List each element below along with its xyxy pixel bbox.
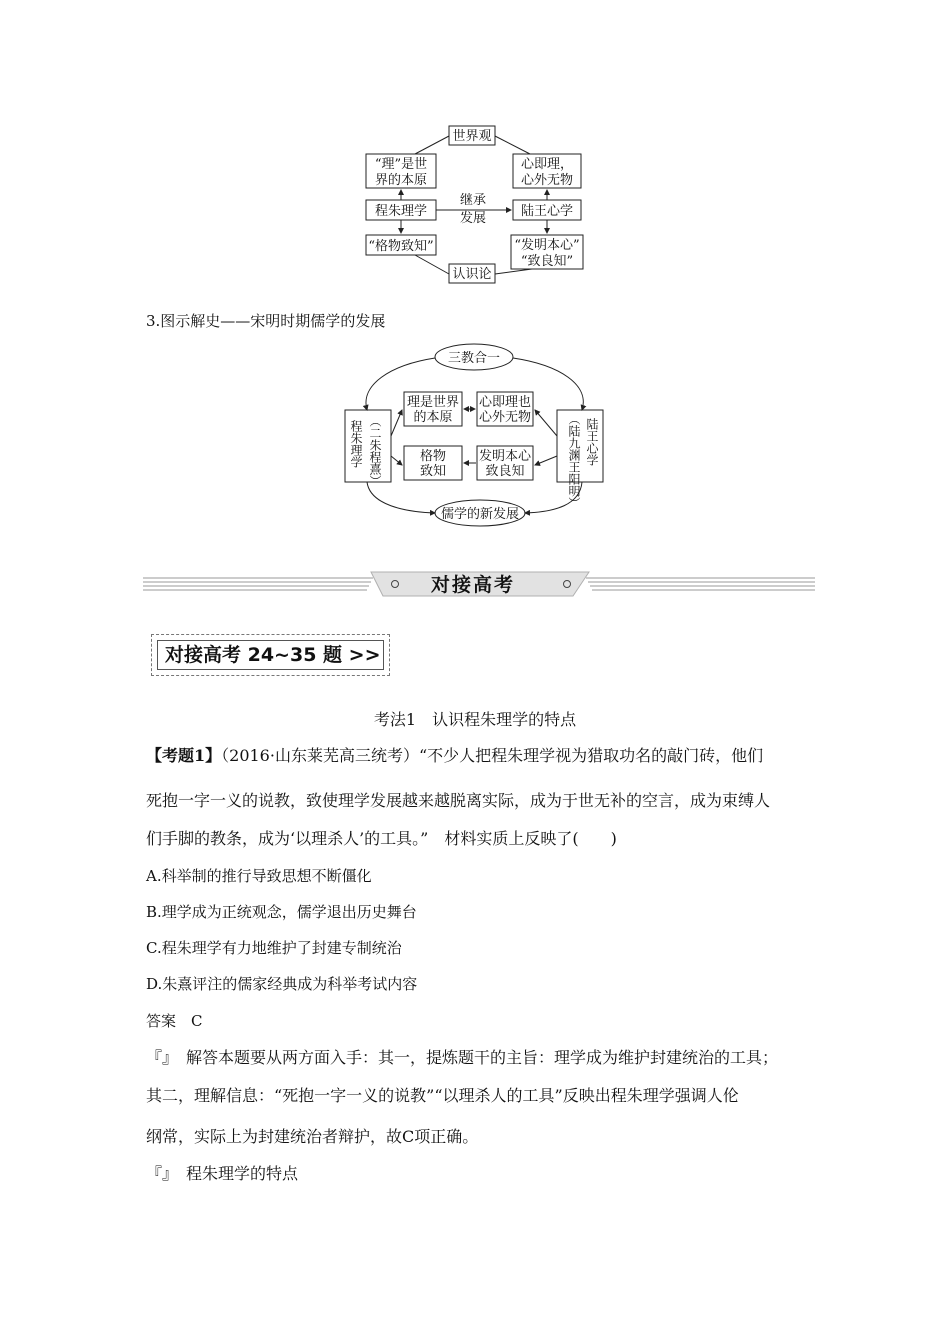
feature-title: 『』 程朱理学的特点	[146, 1164, 299, 1183]
xin-li-label: 心外无物	[478, 410, 532, 425]
method-title: 考法1 认识程朱理学的特点	[373, 710, 577, 729]
option-d: D.朱熹评注的儒家经典成为科举考试内容	[146, 975, 418, 993]
chengzhu-label: 程朱理学	[374, 204, 428, 219]
epistemology-label: 认识论	[452, 267, 492, 282]
faming-label: 发明本心	[478, 449, 532, 464]
analysis-line-3: 纲常，实际上为封建统治者辩护，故C项正确。	[146, 1127, 479, 1146]
li-world-label: 理是世界	[406, 395, 460, 410]
xin-li-label: 心即理，	[520, 157, 574, 172]
option-a: A.科举制的推行导致思想不断僵化	[146, 867, 372, 885]
question-label: 【考题1】	[146, 746, 222, 765]
option-b: B.理学成为正统观念，儒学退出历史舞台	[146, 903, 417, 921]
banner-title: 对接高考	[430, 574, 515, 596]
gewu-label: 格物	[419, 449, 447, 464]
philosophy-comparison-diagram	[355, 118, 595, 290]
analysis-line-1: 『』 解答本题要从两方面入手：其一，提炼题干的主旨：理学成为维护封建统治的工具；	[146, 1048, 779, 1067]
exam-topic-label: 对接高考 24~35 题 >>	[165, 644, 381, 666]
answer-text: 答案 C	[146, 1012, 203, 1030]
xin-li-label: 心外无物	[520, 173, 574, 188]
faming-label: “发明本心”	[514, 238, 580, 253]
li-origin-label: 界的本原	[374, 173, 428, 188]
li-world-label: 的本原	[413, 410, 453, 425]
inherit-label: 发展	[459, 211, 487, 226]
new-development-label: 儒学的新发展	[440, 507, 520, 522]
question-line-2: 死抱一字一义的说教，致使理学发展越来越脱离实际，成为于世无补的空言，成为束缚人	[146, 791, 771, 810]
section-3-title: 3.图示解史——宋明时期儒学的发展	[146, 312, 386, 330]
inherit-label: 继承	[459, 193, 487, 208]
confucianism-development-diagram	[338, 340, 614, 530]
gewu-label: “格物致知”	[368, 239, 434, 254]
luwang-names-label: ︵陆九渊王阳明︶	[567, 413, 581, 509]
faming-label: 致良知	[485, 464, 525, 479]
faming-label: “致良知”	[520, 254, 574, 269]
chengzhu-vertical-label: 程朱理学	[349, 420, 363, 468]
luwang-label: 陆王心学	[520, 204, 574, 219]
question-line-3: 们手脚的教条，成为‘以理杀人’的工具。” 材料实质上反映了( )	[146, 829, 617, 848]
option-c: C.程朱理学有力地维护了封建专制统治	[146, 939, 402, 957]
question-line-1	[146, 746, 818, 766]
li-origin-label: “理”是世	[374, 157, 428, 172]
luwang-vertical-label: 陆王心学	[585, 418, 599, 466]
exam-topic-box	[151, 634, 390, 676]
chengzhu-names-label: ︵二朱程熹︶	[368, 415, 382, 487]
world-view-label: 世界观	[452, 129, 492, 144]
gewu-label: 致知	[419, 464, 447, 479]
sanjiao-label: 三教合一	[447, 351, 501, 366]
xin-li-label: 心即理也	[478, 395, 532, 410]
analysis-line-2: 其二，理解信息：“死抱一字一义的说教”“以理杀人的工具”反映出程朱理学强调人伦	[146, 1086, 739, 1105]
question-text: （2016·山东莱芜高三统考）“不少人把程朱理学视为猎取功名的敲门砖，他们	[221, 746, 764, 765]
